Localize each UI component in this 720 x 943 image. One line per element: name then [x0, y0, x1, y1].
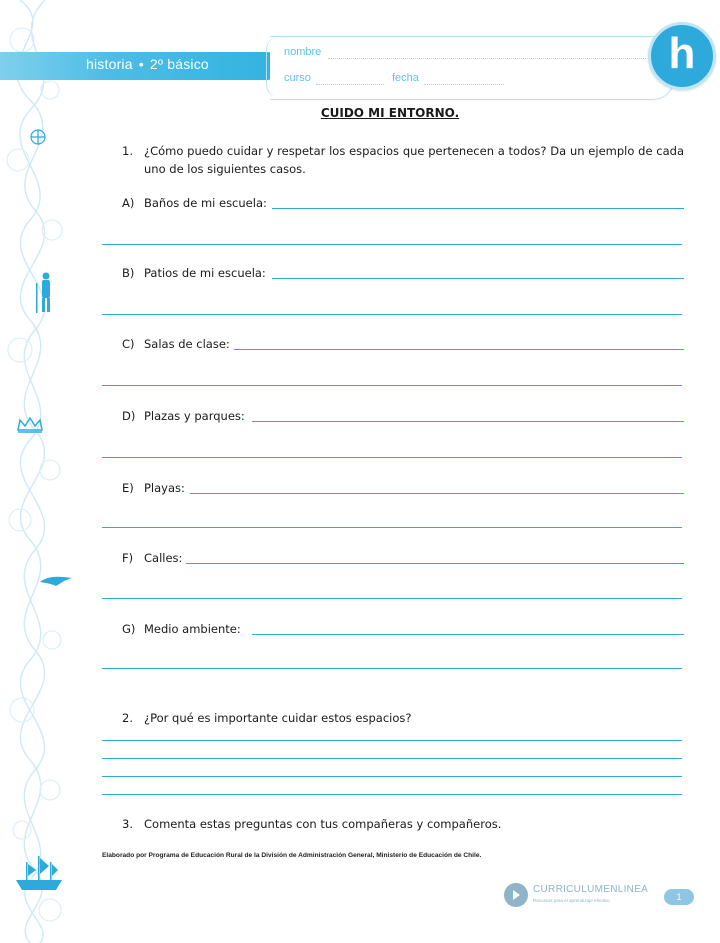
question-2	[122, 709, 684, 727]
answer-line-c-2[interactable]	[102, 385, 682, 386]
answer-line-c-1[interactable]	[234, 349, 684, 350]
question-3	[122, 815, 684, 833]
logo-letter: h	[668, 29, 696, 78]
ship-icon	[16, 856, 62, 890]
answer-line-g-1[interactable]	[252, 634, 684, 635]
answer-line-b-1[interactable]	[272, 278, 684, 279]
answer-line-q2-1[interactable]	[102, 740, 682, 741]
item-f-label: Calles:	[144, 551, 183, 565]
item-b-label: Patios de mi escuela:	[144, 266, 266, 280]
item-c-label: Salas de clase:	[144, 337, 230, 351]
answer-line-a-1[interactable]	[272, 208, 684, 209]
item-a-label: Baños de mi escuela:	[144, 196, 267, 210]
question-1-text: ¿Cómo puedo cuidar y respetar los espacios que pertenecen a todos? Da un ejemplo de cada uno de los siguientes casos.	[144, 144, 684, 176]
item-e: E) Playas:	[122, 481, 185, 495]
item-e-label: Playas:	[144, 481, 185, 495]
answer-line-f-1[interactable]	[186, 563, 684, 564]
decorative-swirl-border	[0, 0, 80, 943]
name-label: nombre	[284, 46, 322, 58]
student-info-box	[270, 36, 675, 100]
brand-tagline: Recursos para el aprendizaje efectivo	[533, 897, 610, 903]
question-1	[122, 142, 684, 178]
brand-name: CURRICULUMENLINEA	[533, 883, 649, 895]
worksheet-title: CUIDO MI ENTORNO.	[320, 106, 460, 120]
question-3-number: 3.	[122, 817, 133, 831]
answer-line-d-2[interactable]	[102, 457, 682, 458]
historia-logo	[648, 22, 716, 90]
item-a: A) Baños de mi escuela:	[122, 196, 267, 210]
credit-line: Elaborado por Programa de Educación Rural de la División de Administración General, Ministerio de Educación de Chile.	[102, 852, 482, 859]
course-label: curso	[284, 72, 311, 84]
separator-dot: •	[138, 56, 144, 72]
answer-line-f-2[interactable]	[102, 598, 682, 599]
item-d-label: Plazas y parques:	[144, 409, 245, 423]
course-field[interactable]	[316, 84, 384, 85]
page-number: 1	[664, 889, 694, 905]
question-3-text: Comenta estas preguntas con tus compañeras y compañeros.	[144, 817, 502, 831]
answer-line-e-2[interactable]	[102, 527, 682, 528]
answer-line-g-2[interactable]	[102, 668, 682, 669]
globe-icon	[31, 130, 45, 144]
name-field[interactable]	[328, 58, 646, 59]
answer-line-q2-4[interactable]	[102, 794, 682, 795]
answer-line-q2-3[interactable]	[102, 776, 682, 777]
subject-label: historia	[86, 56, 133, 72]
play-arrow-icon	[504, 883, 528, 907]
subject-grade	[86, 56, 209, 72]
question-2-number: 2.	[122, 711, 133, 725]
date-field[interactable]	[424, 84, 504, 85]
answer-line-d-1[interactable]	[252, 421, 684, 422]
item-c: C) Salas de clase:	[122, 337, 230, 351]
grade-label: 2º básico	[149, 56, 209, 72]
question-2-text: ¿Por qué es importante cuidar estos espacios?	[144, 711, 412, 725]
item-g: G) Medio ambiente:	[122, 622, 241, 636]
answer-line-e-1[interactable]	[190, 493, 684, 494]
item-b: B) Patios de mi escuela:	[122, 266, 266, 280]
curriculum-logo	[504, 883, 648, 907]
answer-line-b-2[interactable]	[102, 314, 682, 315]
item-d: D) Plazas y parques:	[122, 409, 245, 423]
item-f: F) Calles:	[122, 551, 183, 565]
bird-icon	[40, 577, 72, 586]
question-1-number: 1.	[122, 144, 133, 158]
item-g-label: Medio ambiente:	[144, 622, 241, 636]
date-label: fecha	[392, 72, 419, 84]
answer-line-q2-2[interactable]	[102, 758, 682, 759]
answer-line-a-2[interactable]	[102, 244, 682, 245]
explorer-figure-icon	[36, 273, 50, 314]
